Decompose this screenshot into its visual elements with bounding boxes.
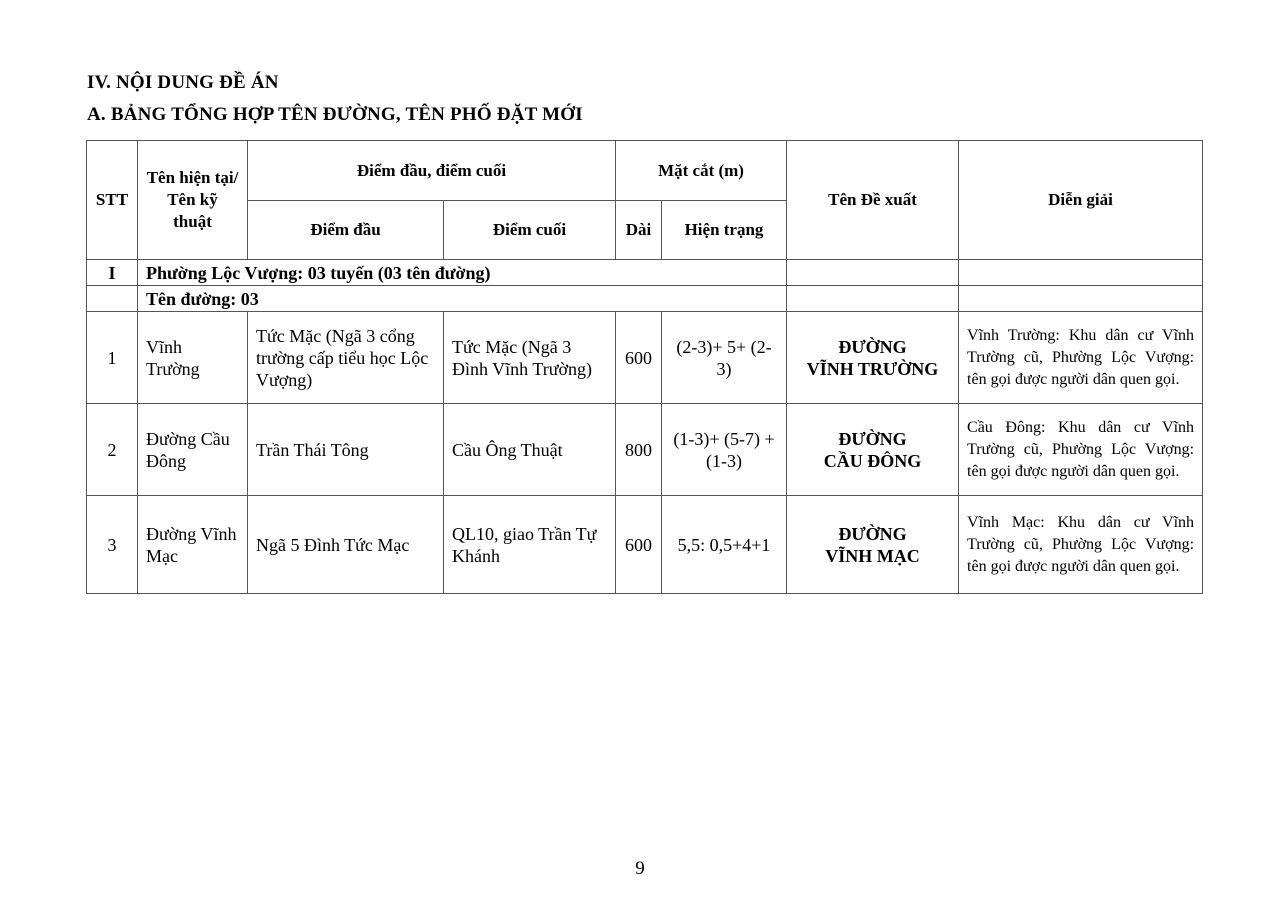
table-row	[87, 312, 1203, 404]
subsection-empty-cell	[87, 286, 138, 312]
header-start-point: Điểm đầu	[248, 201, 444, 260]
proposed-line-2: CẦU ĐÔNG	[823, 450, 922, 471]
section-empty-cell	[959, 260, 1203, 286]
row-end-point: QL10, giao Trần Tự Khánh	[444, 496, 616, 594]
section-heading: IV. NỘI DUNG ĐỀ ÁN	[87, 72, 279, 93]
row-stt: 1	[87, 312, 138, 404]
row-end-point: Tức Mặc (Ngã 3 Đình Vĩnh Trường)	[444, 312, 616, 404]
proposed-line-2: VĨNH MẠC	[825, 545, 920, 566]
row-stt: 3	[87, 496, 138, 594]
row-current-name: Đường Vĩnh Mạc	[138, 496, 248, 594]
proposed-line-2: VĨNH TRƯỜNG	[806, 358, 939, 379]
row-current-name: Vĩnh Trường	[138, 312, 248, 404]
table-row	[87, 404, 1203, 496]
row-current-name: Đường Cầu Đông	[138, 404, 248, 496]
table-row	[87, 496, 1203, 594]
row-status: 5,5: 0,5+4+1	[662, 496, 787, 594]
header-proposed-name: Tên Đề xuất	[787, 141, 959, 260]
section-index: I	[87, 260, 138, 286]
row-status: (2-3)+ 5+ (2-3)	[662, 312, 787, 404]
row-status: (1-3)+ (5-7) + (1-3)	[662, 404, 787, 496]
subsection-heading: A. BẢNG TỔNG HỢP TÊN ĐƯỜNG, TÊN PHỐ ĐẶT MỚI	[87, 104, 583, 125]
row-stt: 2	[87, 404, 138, 496]
subsection-empty-cell	[959, 286, 1203, 312]
page-number: 9	[635, 858, 645, 879]
row-proposed-name	[787, 496, 959, 594]
row-explanation: Cầu Đông: Khu dân cư Vĩnh Trường cũ, Phường Lộc Vượng: tên gọi được người dân quen gọi.	[959, 404, 1203, 496]
header-stt: STT	[87, 141, 138, 260]
row-explanation: Vĩnh Mạc: Khu dân cư Vĩnh Trường cũ, Phường Lộc Vượng: tên gọi được người dân quen gọi.	[959, 496, 1203, 594]
header-explanation: Diễn giải	[959, 141, 1203, 260]
row-start-point: Ngã 5 Đình Tức Mạc	[248, 496, 444, 594]
subsection-empty-cell	[787, 286, 959, 312]
header-end-point: Điểm cuối	[444, 201, 616, 260]
header-length: Dài	[616, 201, 662, 260]
row-start-point: Trần Thái Tông	[248, 404, 444, 496]
section-row	[87, 260, 1203, 286]
row-proposed-name	[787, 312, 959, 404]
proposed-line-1: ĐƯỜNG	[838, 428, 907, 449]
header-row-1	[87, 141, 1203, 201]
row-length: 600	[616, 496, 662, 594]
proposed-line-1: ĐƯỜNG	[838, 336, 907, 357]
header-cross-section: Mặt cắt (m)	[616, 141, 787, 201]
subsection-row	[87, 286, 1203, 312]
street-names-table	[86, 140, 1203, 594]
row-length: 800	[616, 404, 662, 496]
proposed-line-1: ĐƯỜNG	[838, 523, 907, 544]
header-endpoints: Điểm đầu, điểm cuối	[248, 141, 616, 201]
header-current-name: Tên hiện tại/ Tên kỹ thuật	[138, 141, 248, 260]
section-label: Phường Lộc Vượng: 03 tuyến (03 tên đường)	[138, 260, 787, 286]
row-length: 600	[616, 312, 662, 404]
subsection-label: Tên đường: 03	[138, 286, 787, 312]
row-end-point: Cầu Ông Thuật	[444, 404, 616, 496]
row-explanation: Vĩnh Trường: Khu dân cư Vĩnh Trường cũ, Phường Lộc Vượng: tên gọi được người dân quen gọi.	[959, 312, 1203, 404]
section-empty-cell	[787, 260, 959, 286]
header-status: Hiện trạng	[662, 201, 787, 260]
row-start-point: Tức Mặc (Ngã 3 cổng trường cấp tiểu học Lộc Vượng)	[248, 312, 444, 404]
row-proposed-name	[787, 404, 959, 496]
